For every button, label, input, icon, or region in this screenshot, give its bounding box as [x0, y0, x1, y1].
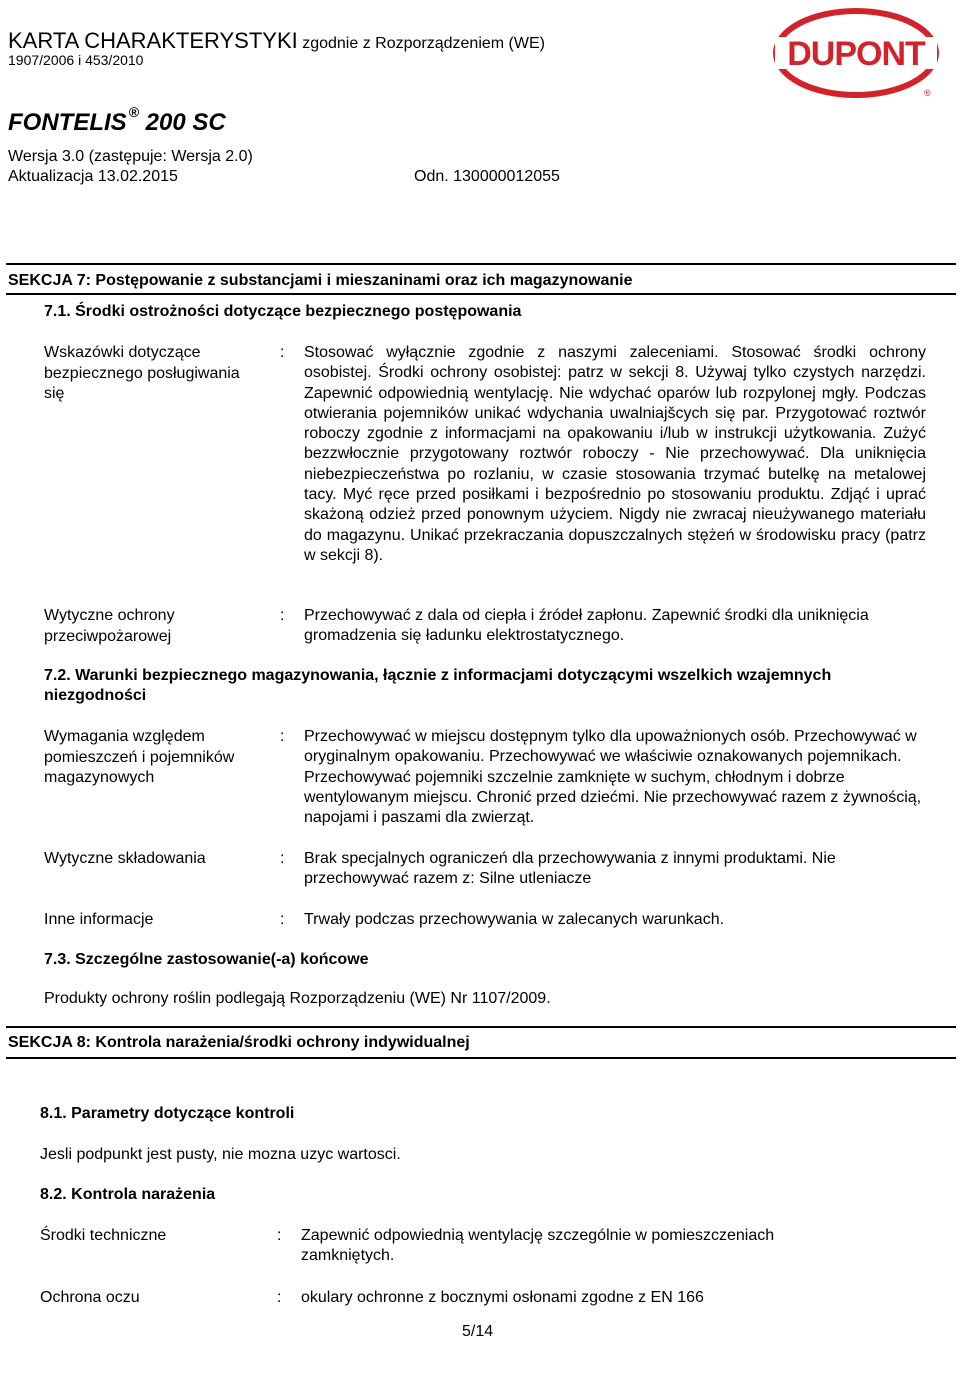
subsection-7-2-title: 7.2. Warunki bezpiecznego magazynowania, łącznie z informacjami dotyczącymi wszelkich wzajemnych niezgodności [44, 667, 832, 705]
product-suffix: 200 SC [145, 109, 226, 136]
logo-text: DUPONT [787, 35, 925, 73]
eye-protection-text: okulary ochronne z bocznymi osłonami zgodne z EN 166 [301, 1289, 704, 1306]
other-info-text: Trwały podczas przechowywania w zalecanych warunkach. [304, 911, 725, 928]
document-title: KARTA CHARAKTERYSTYKI [8, 28, 298, 53]
dupont-logo [772, 6, 940, 105]
storage-colon: : [280, 728, 285, 745]
other-info-colon: : [280, 911, 285, 928]
regulation-title: zgodnie z Rozporządzeniem (WE) [302, 35, 545, 52]
technical-measures-colon: : [277, 1227, 282, 1244]
product-name-text: FONTELIS [8, 109, 127, 136]
fire-label: Wytyczne ochrony przeciwpożarowej [44, 607, 175, 645]
eye-protection-label: Ochrona oczu [40, 1289, 140, 1306]
guidance-colon: : [280, 850, 285, 867]
section-8-title: SEKCJA 8: Kontrola narażenia/środki ochrony indywidualnej [8, 1034, 470, 1051]
control-parameters-text: Jesli podpunkt jest pusty, nie mozna uzyc wartosci. [40, 1146, 401, 1163]
logo-registered-mark: ® [924, 88, 931, 98]
guidance-text: Brak specjalnych ograniczeń dla przechowywania z innymi produktami. Nie przechowywać razem z: Silne utleniacze [304, 850, 836, 888]
dupont-oval-icon [772, 6, 940, 100]
version-info: Wersja 3.0 (zastępuje: Wersja 2.0) [8, 148, 253, 165]
subsection-7-3-title: 7.3. Szczególne zastosowanie(-a) końcowe [44, 951, 369, 968]
page-number: 5/14 [462, 1323, 494, 1340]
handling-colon: : [280, 344, 285, 361]
handling-label: Wskazówki dotyczące bezpiecznego posługiwania się [44, 344, 240, 402]
subsection-8-1-title: 8.1. Parametry dotyczące kontroli [40, 1105, 295, 1122]
storage-text: Przechowywać w miejscu dostępnym tylko dla upoważnionych osób. Przechowywać w oryginalnym opakowaniu. Przechowywać we właściwie oznakowanych pojemnikach. Przechowywać pojemniki szczelnie zamknięte w suchym, chłodnym i dobrze wentylowanym miejscu. Chronić przed dziećmi. Nie przechowywać razem z żywnością, napojami i paszami dla zwierząt. [304, 728, 922, 827]
subsection-8-2-title: 8.2. Kontrola narażenia [40, 1186, 216, 1203]
registered-mark: ® [128, 104, 139, 120]
section-7-title: SEKCJA 7: Postępowanie z substancjami i mieszaninami oraz ich magazynowanie [8, 272, 633, 289]
fire-text: Przechowywać z dala od ciepła i źródeł zapłonu. Zapewnić środki dla uniknięcia gromadzenia się ładunku elektrostatycznego. [304, 607, 869, 645]
subsection-7-1-title: 7.1. Środki ostrożności dotyczące bezpiecznego postępowania [44, 303, 522, 320]
guidance-label: Wytyczne składowania [44, 850, 206, 867]
other-info-label: Inne informacje [44, 911, 154, 928]
eye-protection-colon: : [277, 1289, 282, 1306]
technical-measures-label: Środki techniczne [40, 1227, 167, 1244]
product-name [8, 104, 226, 137]
section-7-bottom-rule [6, 293, 956, 295]
technical-measures-text: Zapewnić odpowiednią wentylację szczególnie w pomieszczeniach zamkniętych. [301, 1227, 775, 1265]
end-use-text: Produkty ochrony roślin podlegają Rozporządzeniu (WE) Nr 1107/2009. [44, 990, 551, 1007]
section-8-bottom-rule [6, 1057, 956, 1059]
regulation-numbers: 1907/2006 i 453/2010 [8, 52, 144, 68]
section-8-top-rule [6, 1026, 956, 1028]
fire-colon: : [280, 607, 285, 624]
reference-number: Odn. 130000012055 [414, 168, 560, 185]
document-header [8, 28, 545, 54]
section-7-top-rule [6, 263, 956, 265]
handling-text: Stosować wyłącznie zgodnie z naszymi zaleceniami. Stosować środki ochrony osobistej. Środki ochrony osobistej: patrz w sekcji 8. Używaj tylko czystych narzędzi. Zapewnić odpowiednią wentylację. Nie wdychać oparów lub rozpylonej mgły. Podczas otwierania pojemników unikać wdychania uwalniajšcych się par. Przygotować roztwór roboczy zgodnie z informacjami na opakowaniu i/lub w instrukcji użytkowania. Zużyć bezzwłocznie przygotowany roztwór roboczy - Nie przechowywać. Dla uniknięcia niebezpieczeństwa po rozlaniu, w czasie stosowania trzymać butelkę na metalowej tacy. Myć ręce przed posiłkami i bezpośrednio po stosowaniu produktu. Zdjąć i uprać skażoną odzież przed ponownym użyciem. Nigdy nie zwracaj nieużywanego materiału do magazynu. Unikać przekraczania dopuszczalnych stężeń w środowisku pracy (patrz w sekcji 8). [304, 344, 926, 564]
storage-label: Wymagania względem pomieszczeń i pojemników magazynowych [44, 728, 235, 786]
update-date: Aktualizacja 13.02.2015 [8, 168, 178, 185]
